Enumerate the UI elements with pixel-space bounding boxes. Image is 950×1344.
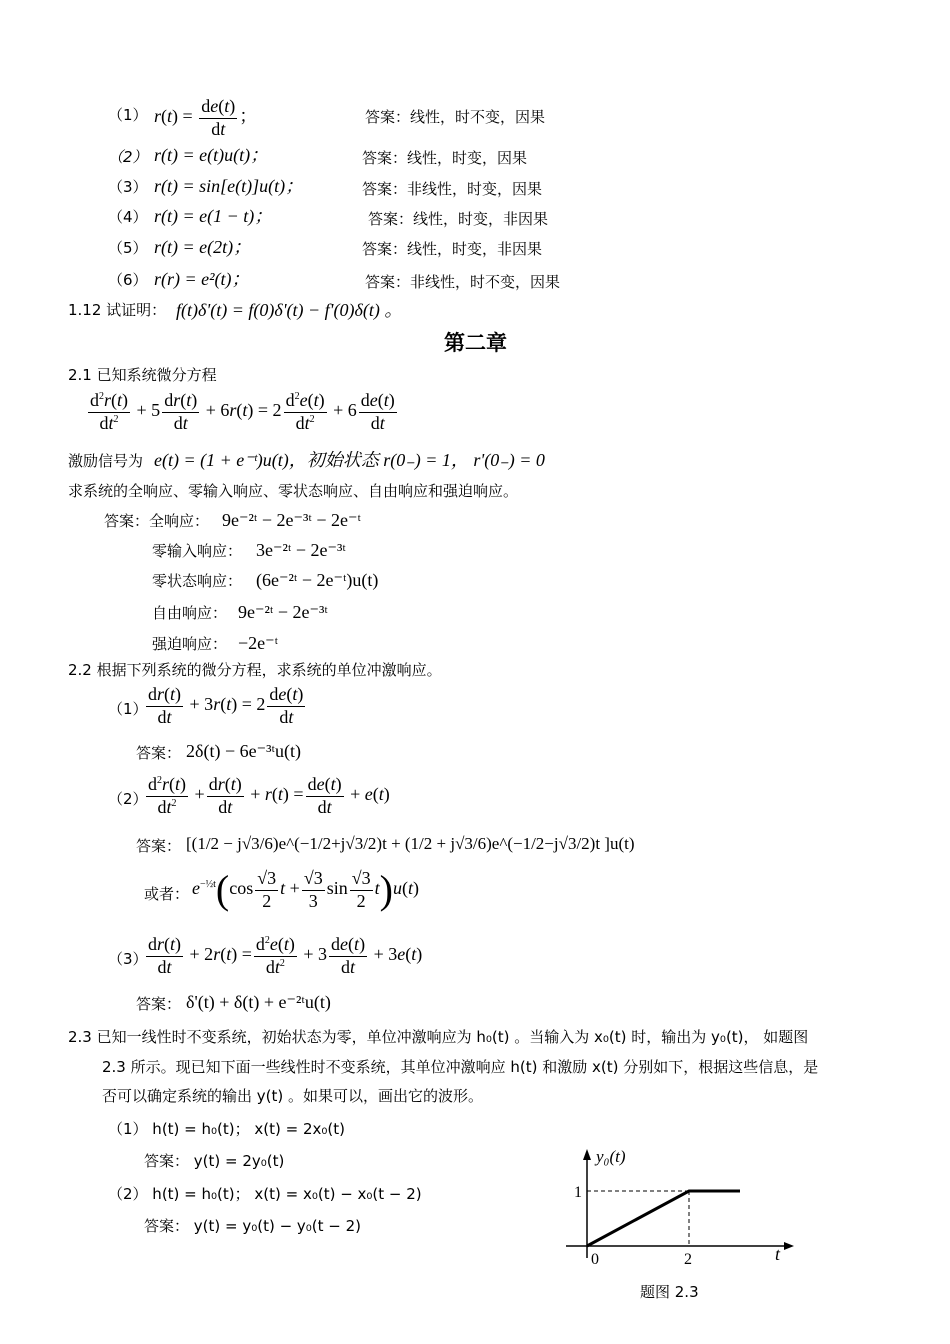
item-4-number: （4） <box>108 208 148 226</box>
q112-equation: f(t)δ'(t) = f(0)δ'(t) − f'(0)δ(t) 。 <box>176 300 403 320</box>
chapter-title: 第二章 <box>444 331 507 355</box>
y-axis-arrow <box>583 1149 591 1160</box>
q23-text-3: 否可以确定系统的输出 y(t) 。如果可以，画出它的波形。 <box>102 1087 484 1105</box>
item-4-equation: r(t) = e(1 − t)； <box>154 206 273 226</box>
q22-equation-2: $\frac{d^2r(t)}{dt^2}$ + $\frac{dr(t)}{dt}$ + r(t) = $\frac{de(t)}{dt}$ + e(t) <box>148 774 390 817</box>
y-axis-label: y₀(t) <box>596 1147 626 1166</box>
q22-alt-label: 或者： <box>144 885 190 903</box>
answer-5: 答案：线性，时变，非因果 <box>362 240 543 258</box>
q21-label: 2.1 已知系统微分方程 <box>68 366 217 384</box>
answer-1: 答案：线性，时不变，因果 <box>365 108 546 126</box>
q21-excitation: e(t) = (1 + e⁻ᵗ)u(t)，初始状态 r(0₋) = 1， r'(0₋) = 0 <box>154 450 545 470</box>
item-5-number: （5） <box>108 239 148 257</box>
q21-answer-5-label: 强迫响应： <box>152 635 228 653</box>
q22-label: 2.2 根据下列系统的微分方程，求系统的单位冲激响应。 <box>68 661 442 679</box>
answer-6: 答案：非线性，时不变，因果 <box>365 273 561 291</box>
q22-item-3-number: （3） <box>108 950 148 968</box>
item-number: （1） <box>108 106 148 124</box>
origin-label: 0 <box>591 1251 599 1268</box>
y-tick-label: 1 <box>574 1184 582 1201</box>
q22-answer-3: δ'(t) + δ(t) + e⁻²ᵗu(t) <box>186 992 331 1012</box>
q21-ask: 求系统的全响应、零输入响应、零状态响应、自由响应和强迫响应。 <box>68 482 519 500</box>
answer-3: 答案：非线性，时变，因果 <box>362 180 543 198</box>
q21-answer-1-label: 答案：全响应： <box>104 512 210 530</box>
q21-answer-3: (6e⁻²ᵗ − 2e⁻ᵗ)u(t) <box>256 570 379 590</box>
q23-item-2: （2） h(t) = h₀(t)； x(t) = x₀(t) − x₀(t − 2) <box>108 1185 422 1203</box>
answer-2: 答案：线性，时变，因果 <box>362 149 528 167</box>
response-curve <box>587 1191 740 1246</box>
q22-answer-1-label: 答案： <box>136 744 182 762</box>
q22-alt-answer: $e^{-\frac{1}{2}t}(\cos$ $\frac{√3}{2}$ t + $\frac{√3}{3}$ sin $\frac{√3}{2}$ t)u(t) <box>192 867 419 912</box>
q22-answer-2-label: 答案： <box>136 837 182 855</box>
item-3-number: （3） <box>108 178 148 196</box>
q22-answer-2: [(1/2 − j√3/6)e^(−1/2+j√3/2)t + (1/2 + j√3/6)e^(−1/2−j√3/2)t ]u(t) <box>186 834 635 853</box>
item-6-equation: r(r) = e²(t)； <box>154 269 250 289</box>
q22-answer-1: 2δ(t) − 6e⁻³ᵗu(t) <box>186 741 301 761</box>
x-tick-label: 2 <box>684 1251 692 1268</box>
answer-4: 答案：线性，时变，非因果 <box>368 210 549 228</box>
q21-answer-2: 3e⁻²ᵗ − 2e⁻³ᵗ <box>256 540 346 560</box>
item-5-equation: r(t) = e(2t)； <box>154 237 252 257</box>
q21-answer-1: 9e⁻²ᵗ − 2e⁻³ᵗ − 2e⁻ᵗ <box>222 510 361 530</box>
q23-item-1: （1） h(t) = h₀(t)； x(t) = 2x₀(t) <box>108 1120 345 1138</box>
q23-answer-2: 答案： y(t) = y₀(t) − y₀(t − 2) <box>144 1217 362 1235</box>
q21-excitation-label: 激励信号为 <box>68 452 144 470</box>
q21-answer-3-label: 零状态响应： <box>152 572 243 590</box>
item-2-number: （2） <box>108 148 148 166</box>
q23-text-1: 2.3 已知一线性时不变系统，初始状态为零，单位冲激响应为 h₀(t) 。当输入为 x₀(t) 时，输出为 y₀(t)， 如题图 <box>68 1028 809 1046</box>
x-axis-label: t <box>775 1244 781 1264</box>
item-3-equation: r(t) = sin[e(t)]u(t)； <box>154 176 304 196</box>
item-2-equation: r(t) = e(t)u(t)； <box>154 145 269 165</box>
q21-equation: $\frac{d^2r(t)}{dt^2}$ + 5 $\frac{dr(t)}{dt}$ + 6r(t) = 2 $\frac{d^2e(t)}{dt^2}$ + 6 $\frac{de(t)}{dt}$ <box>90 390 395 433</box>
q23-answer-1: 答案： y(t) = 2y₀(t) <box>144 1152 285 1170</box>
q22-equation-1: $\frac{dr(t)}{dt}$ + 3r(t) = 2 $\frac{de(t)}{dt}$ <box>148 684 304 727</box>
q22-item-1-number: （1） <box>108 700 148 718</box>
figure-caption: 题图 2.3 <box>640 1283 699 1301</box>
item-6-number: （6） <box>108 271 148 289</box>
figure-2-3 <box>556 1140 796 1270</box>
q21-answer-2-label: 零输入响应： <box>152 542 243 560</box>
q112-label: 1.12 试证明： <box>68 301 167 319</box>
x-axis-arrow <box>784 1242 794 1250</box>
q22-answer-3-label: 答案： <box>136 995 182 1013</box>
q21-answer-5: −2e⁻ᵗ <box>238 633 279 653</box>
q21-answer-4: 9e⁻²ᵗ − 2e⁻³ᵗ <box>238 602 328 622</box>
q22-item-2-number: （2） <box>108 790 148 808</box>
q22-equation-3: $\frac{dr(t)}{dt}$ + 2r(t) = $\frac{d^2e(t)}{dt^2}$ + 3 $\frac{de(t)}{dt}$ + 3e(t) <box>148 934 423 977</box>
q21-answer-4-label: 自由响应： <box>152 604 228 622</box>
item-equation: r(t) = $\frac{de(t)}{dt}$ ； <box>154 96 258 139</box>
q23-text-2: 2.3 所示。现已知下面一些线性时不变系统，其单位冲激响应 h(t) 和激励 x(t) 分别如下，根据这些信息，是 <box>102 1058 819 1076</box>
